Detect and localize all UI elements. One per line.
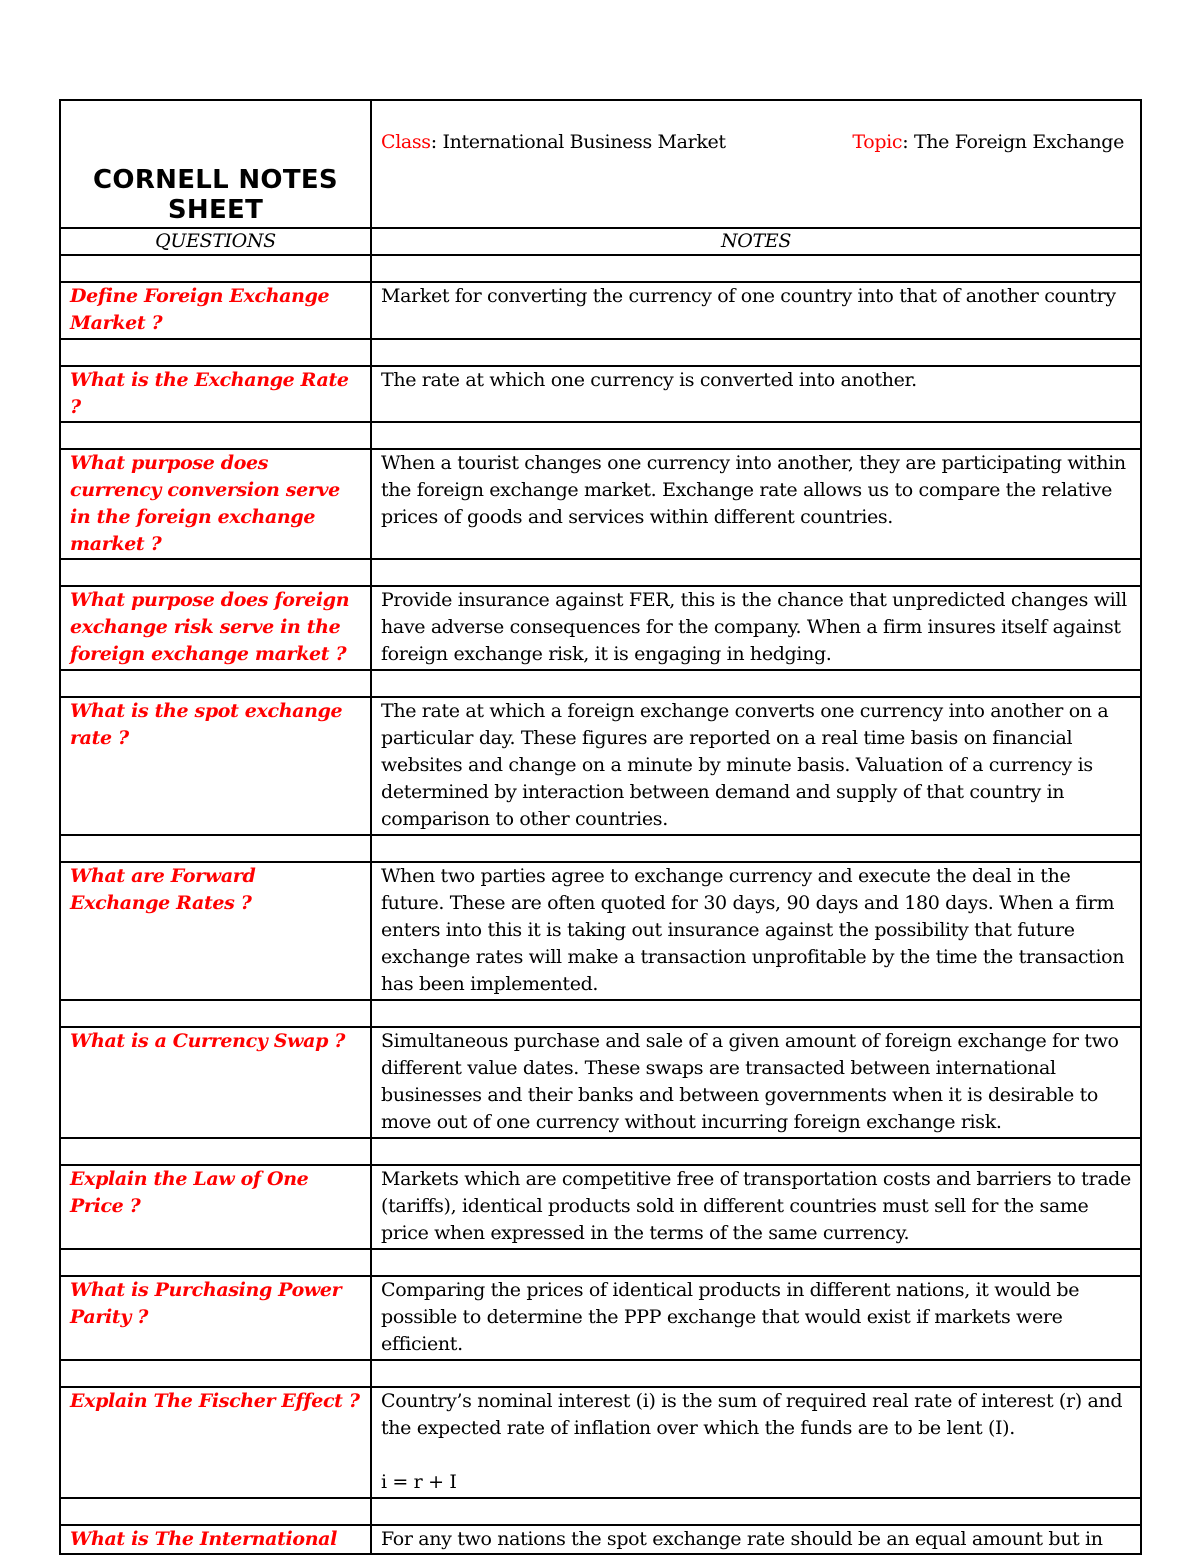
- table-row: [60, 1276, 1141, 1360]
- note-cell: Simultaneous purchase and sale of a given amount of foreign exchange for two different value dates. These swaps are transacted between international businesses and their banks and between governments when it is desirable to move out of one currency without incurring foreign exchange risk.: [371, 1027, 1141, 1138]
- note-cell: Provide insurance against FER, this is the chance that unpredicted changes will have adverse consequences for the company. When a firm insures itself against foreign exchange risk, it is engaging in hedging.: [371, 586, 1141, 670]
- note-cell: The rate at which a foreign exchange converts one currency into another on a particular day. These figures are reported on a real time basis on financial websites and change on a minute by minute basis. Valuation of a currency is determined by interaction between demand and supply of that country in comparison to other countries.: [371, 697, 1141, 835]
- class-topic-cell: [371, 100, 1141, 228]
- question-cell: What is the Exchange Rate ?: [60, 366, 371, 422]
- topic-label: Topic: [852, 131, 903, 153]
- question-cell: Explain The Fischer Effect ?: [60, 1387, 371, 1498]
- question-cell: What purpose does foreign exchange risk serve in the foreign exchange market ?: [60, 586, 371, 670]
- question-cell: What is Purchasing Power Parity ?: [60, 1276, 371, 1360]
- table-row: [60, 1387, 1141, 1498]
- spacer-row: [60, 1138, 1141, 1165]
- spacer-row: [60, 1498, 1141, 1525]
- topic-value: : The Foreign Exchange: [902, 131, 1124, 153]
- note-cell: For any two nations the spot exchange rate should be an equal amount but in: [371, 1525, 1141, 1554]
- note-cell: Markets which are competitive free of transportation costs and barriers to trade (tariffs), identical products sold in different countries must sell for the same price when expressed in the terms of the same currency.: [371, 1165, 1141, 1249]
- table-row: [60, 366, 1141, 422]
- question-cell: Explain the Law of One Price ?: [60, 1165, 371, 1249]
- question-cell: What is The International: [60, 1525, 371, 1554]
- table-row: [60, 1027, 1141, 1138]
- question-cell: What are Forward Exchange Rates ?: [60, 862, 371, 1000]
- note-cell: [371, 1387, 1141, 1498]
- class-value: : International Business Market: [430, 131, 726, 153]
- table-row: [60, 862, 1141, 1000]
- note-text: Country’s nominal interest (i) is the sum of required real rate of interest (r) and the expected rate of inflation over which the funds are to be lent (I).: [381, 1390, 1123, 1439]
- spacer-row: [60, 255, 1141, 282]
- sheet-title: CORNELL NOTES SHEET: [60, 100, 371, 228]
- cornell-notes-table: [59, 99, 1142, 1555]
- table-row: [60, 282, 1141, 339]
- note-cell: When two parties agree to exchange currency and execute the deal in the future. These are often quoted for 30 days, 90 days and 180 days. When a firm enters into this it is taking out insurance against the possibility that future exchange rates will make a transaction unprofitable by the time the transaction has been implemented.: [371, 862, 1141, 1000]
- spacer-row: [60, 1000, 1141, 1027]
- topic-info: [852, 129, 1124, 156]
- note-cell: Comparing the prices of identical products in different nations, it would be possible to determine the PPP exchange that would exist if markets were efficient.: [371, 1276, 1141, 1360]
- questions-header: QUESTIONS: [60, 228, 371, 255]
- spacer-row: [60, 1360, 1141, 1387]
- note-cell: Market for converting the currency of one country into that of another country: [371, 282, 1141, 339]
- header-row: [60, 100, 1141, 228]
- table-row: [60, 1525, 1141, 1554]
- note-cell: The rate at which one currency is converted into another.: [371, 366, 1141, 422]
- spacer-row: [60, 1249, 1141, 1276]
- question-cell: What is the spot exchange rate ?: [60, 697, 371, 835]
- question-cell: What is a Currency Swap ?: [60, 1027, 371, 1138]
- spacer-row: [60, 835, 1141, 862]
- table-row: [60, 1165, 1141, 1249]
- spacer-row: [60, 670, 1141, 697]
- table-row: [60, 697, 1141, 835]
- class-label: Class: [381, 131, 431, 153]
- note-cell: When a tourist changes one currency into another, they are participating within the foreign exchange market. Exchange rate allows us to compare the relative prices of goods and services within different countries.: [371, 449, 1141, 559]
- question-cell: Define Foreign Exchange Market ?: [60, 282, 371, 339]
- column-header-row: [60, 228, 1141, 255]
- table-row: [60, 586, 1141, 670]
- spacer-row: [60, 339, 1141, 366]
- notes-header: NOTES: [371, 228, 1141, 255]
- table-row: [60, 449, 1141, 559]
- spacer-row: [60, 422, 1141, 449]
- question-cell: What purpose does currency conversion serve in the foreign exchange market ?: [60, 449, 371, 559]
- formula-text: i = r + I: [381, 1471, 457, 1493]
- spacer-row: [60, 559, 1141, 586]
